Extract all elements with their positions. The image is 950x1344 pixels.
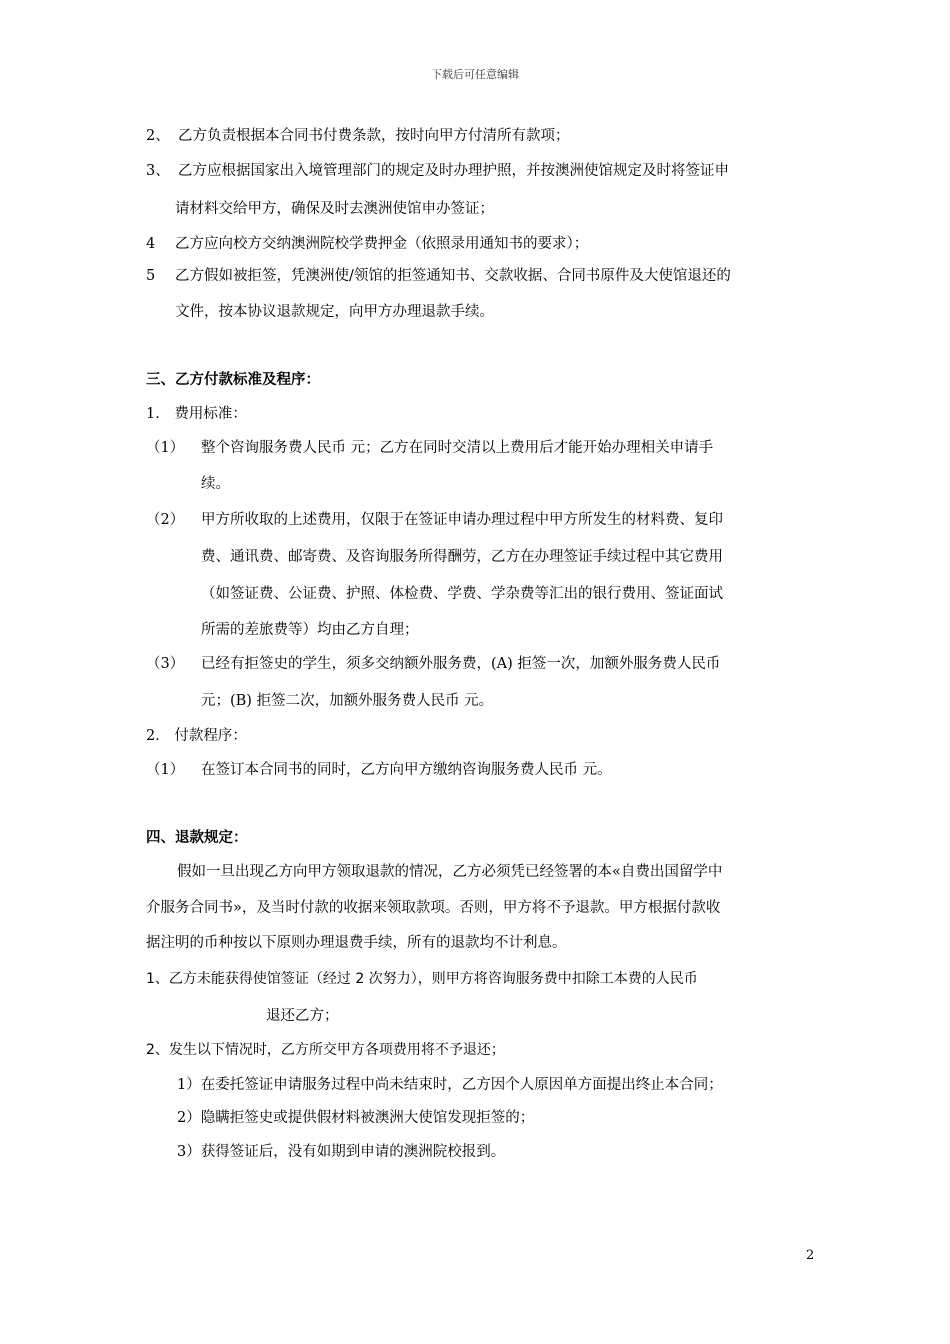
fee-standard-label: 1． 费用标准： <box>146 406 247 422</box>
item-3-cont: 请材料交给甲方，确保及时去澳洲使馆申办签证； <box>175 201 494 217</box>
fee-item-3-num: （3） <box>146 656 185 672</box>
section-4-title: 四、退款规定： <box>146 829 248 846</box>
fee-item-3-line-2: 元；(B) 拒签二次，加额外服务费人民币 元。 <box>201 693 494 709</box>
item-2-num: 2、 <box>146 128 170 144</box>
refund-item-1: 1、乙方未能获得使馆签证（经过 2 次努力），则甲方将咨询服务费中扣除工本费的人民币 <box>146 971 698 987</box>
fee-item-2-line-3: （如签证费、公证费、护照、体检费、学费、学杂费等汇出的银行费用、签证面试 <box>201 586 723 602</box>
page-header: 下载后可任意编辑 <box>431 68 519 81</box>
fee-item-1-num: （1） <box>146 440 185 456</box>
fee-item-2-line-2: 费、通讯费、邮寄费、及咨询服务所得酬劳，乙方在办理签证手续过程中其它费用 <box>201 549 723 565</box>
refund-para-line-3: 据注明的币种按以下原则办理退费手续，所有的退款均不计利息。 <box>146 935 567 951</box>
item-4-num: 4 <box>146 236 156 252</box>
item-2-text: 乙方负责根据本合同书付费条款，按时向甲方付清所有款项； <box>178 128 570 144</box>
item-4-text: 乙方应向校方交纳澳洲院校学费押金（依照录用通知书的要求）； <box>175 236 589 252</box>
fee-item-2-num: （2） <box>146 512 185 528</box>
item-5-text: 乙方假如被拒签，凭澳洲使/领馆的拒签通知书、交款收据、合同书原件及大使馆退还的 <box>175 268 731 284</box>
fee-item-1-line-1: 整个咨询服务费人民币 元；乙方在同时交清以上费用后才能开始办理相关申请手 <box>201 440 714 456</box>
fee-item-2-line-1: 甲方所收取的上述费用，仅限于在签证申请办理过程中甲方所发生的材料费、复印 <box>201 512 723 528</box>
item-5-num: 5 <box>146 268 156 284</box>
payment-procedure-label: 2． 付款程序： <box>146 728 247 744</box>
fee-item-2-line-4: 所需的差旅费等）均由乙方自理； <box>201 622 419 638</box>
refund-para-line-2: 介服务合同书»，及当时付款的收据来领取款项。否则，甲方将不予退款。甲方根据付款收 <box>146 900 721 916</box>
refund-subitem-1: 1）在委托签证申请服务过程中尚未结束时，乙方因个人原因单方面提出终止本合同； <box>177 1077 723 1093</box>
fee-item-1-line-2: 续。 <box>201 476 230 492</box>
fee-item-3-line-1: 已经有拒签史的学生，须多交纳额外服务费，(A) 拒签一次，加额外服务费人民币 <box>201 656 721 672</box>
item-5-cont: 文件，按本协议退款规定，向甲方办理退款手续。 <box>175 304 494 320</box>
page-number: 2 <box>806 1248 815 1263</box>
section-3-title: 三、乙方付款标准及程序： <box>146 371 320 388</box>
payment-item-1-text: 在签订本合同书的同时，乙方向甲方缴纳咨询服务费人民币 元。 <box>201 762 612 778</box>
item-3-text: 乙方应根据国家出入境管理部门的规定及时办理护照，并按澳洲使馆规定及时将签证申 <box>178 163 729 179</box>
payment-item-1-num: （1） <box>146 762 185 778</box>
refund-subitem-3: 3）获得签证后，没有如期到申请的澳洲院校报到。 <box>177 1144 506 1160</box>
refund-subitem-2: 2）隐瞒拒签史或提供假材料被澳洲大使馆发现拒签的； <box>177 1110 535 1126</box>
item-3-num: 3、 <box>146 163 170 179</box>
refund-item-2: 2、发生以下情况时，乙方所交甲方各项费用将不予退还； <box>146 1042 505 1058</box>
refund-para-line-1: 假如一旦出现乙方向甲方领取退款的情况，乙方必须凭已经签署的本«自费出国留学中 <box>177 864 723 880</box>
refund-item-1-cont: 退还乙方； <box>266 1008 339 1024</box>
